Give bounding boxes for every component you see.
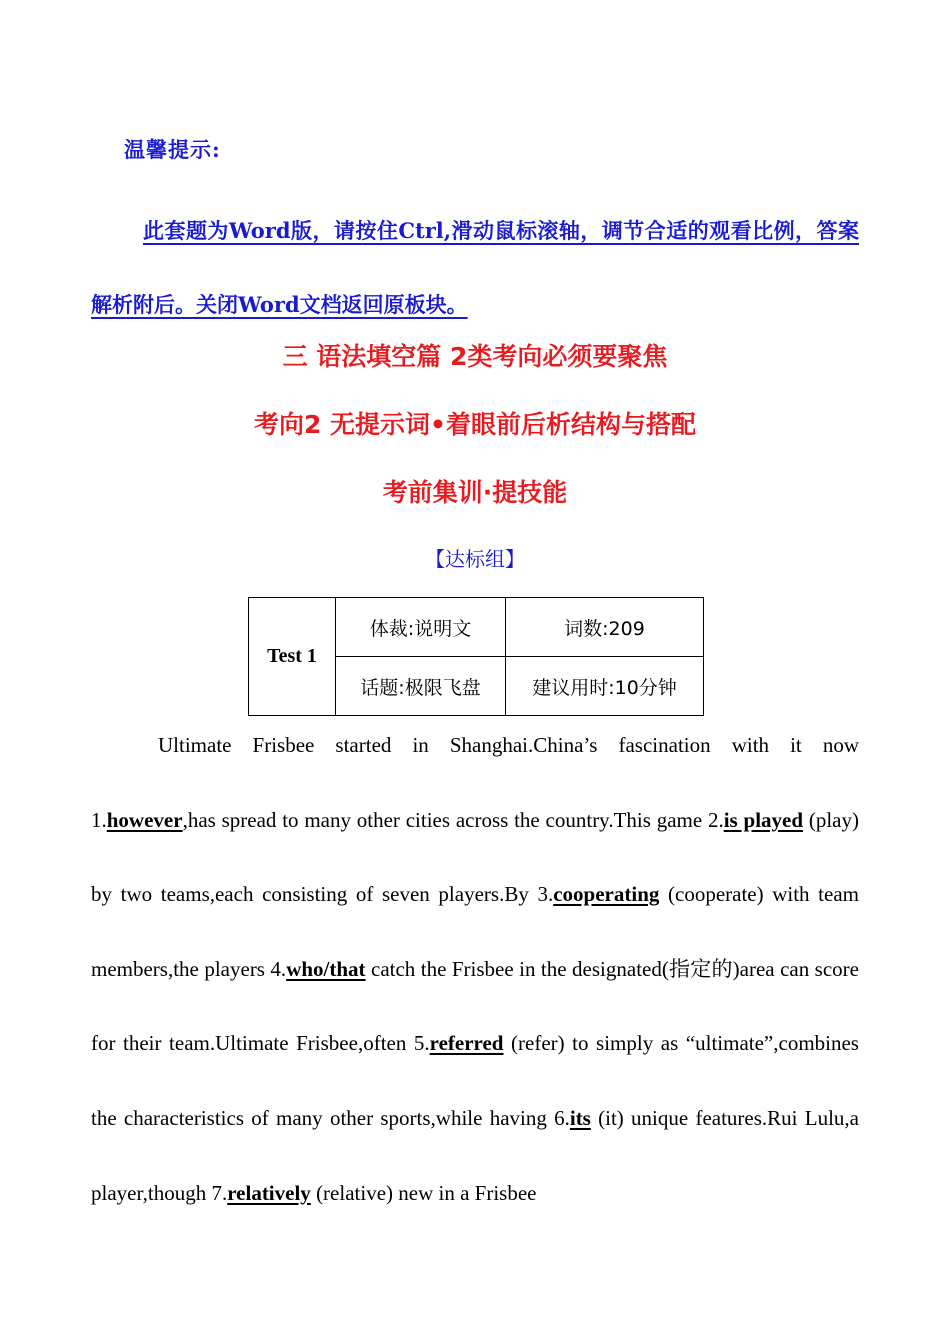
word-count-cell: 词数:209	[506, 598, 704, 657]
passage-segment: Ultimate Frisbee started in Shanghai.China’s fascination with it now 1.	[91, 733, 859, 832]
passage-segment: catch the Frisbee in the designated(指定的)area can score for their team.Ultimate Frisbee,often 5.	[91, 956, 859, 1056]
answer-5: referred	[429, 1031, 504, 1056]
passage-segment: (play) by two teams,each consisting of seven players.By 3.	[91, 807, 859, 907]
passage-text: Ultimate Frisbee started in Shanghai.China’s fascination with it now 1.however,has spread to many other cities across the country.This game 2.is played (play) by two teams,each consisting of seven players.By 3.cooperating (cooperate) with team members,the players 4.who/that catch the Frisbee in the designated(指定的)area can score for their team.Ultimate Frisbee,often 5.referred (refer) to simply as “ultimate”,combines the characteristics of many other sports,while having 6.its (it) unique features.Rui Lulu,a player,though 7.relatively (relative) new in a Frisbee	[91, 733, 859, 1205]
group-label: 【达标组】	[425, 547, 525, 571]
test-info-table	[248, 597, 704, 716]
tip-title: 温馨提示:	[124, 137, 221, 162]
tip-body: 此套题为Word版，请按住Ctrl,滑动鼠标滚轴，调节合适的观看比例，答案解析附后。关闭Word文档返回原板块。	[91, 218, 859, 317]
answer-3: cooperating	[553, 882, 660, 907]
passage-segment: (it) unique features.Rui Lulu,a player,though 7.	[91, 1105, 859, 1205]
time-cell: 建议用时:10分钟	[506, 657, 704, 716]
passage-segment: (cooperate) with team members,the players 4.	[91, 882, 859, 981]
passage-segment: has spread to many other cities across the country.This game 2.	[187, 807, 724, 832]
section-heading: 三 语法填空篇 2类考向必须要聚焦	[282, 342, 668, 371]
answer-2: is played	[723, 807, 804, 832]
training-heading: 考前集训·提技能	[382, 478, 568, 507]
direction-heading: 考向2 无提示词•着眼前后析结构与搭配	[253, 410, 697, 439]
genre-cell: 体裁:说明文	[336, 598, 506, 657]
passage-segment: (relative) new in a Frisbee	[310, 1180, 537, 1205]
passage-segment: (refer) to simply as “ultimate”,combines the characteristics of many other sports,while having 6.	[91, 1031, 859, 1130]
test-label: Test 1	[249, 598, 336, 716]
answer-6: its	[569, 1105, 591, 1130]
answer-4: who/that	[286, 956, 366, 981]
answer-7: relatively	[227, 1180, 311, 1205]
answer-1: however	[106, 807, 183, 832]
topic-cell: 话题:极限飞盘	[336, 657, 506, 716]
